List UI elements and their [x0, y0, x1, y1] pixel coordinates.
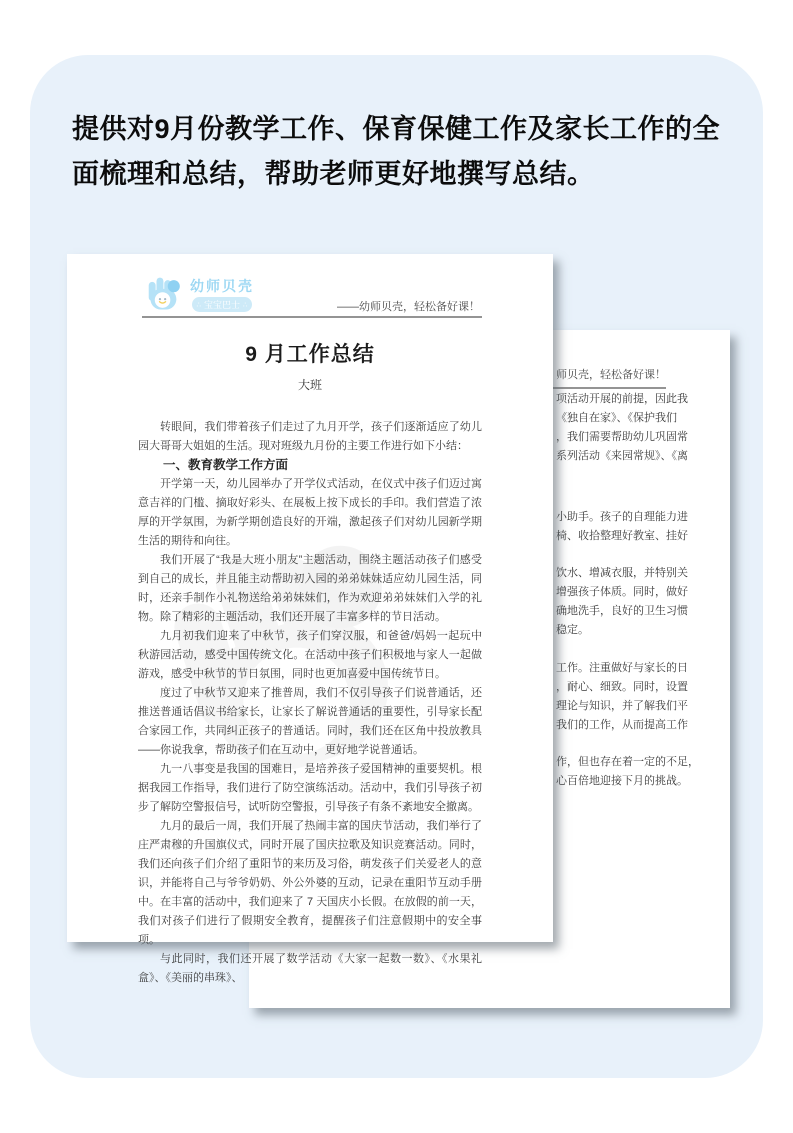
page2-line-fragment: 饮水、增减衣服，并特别关	[556, 567, 688, 579]
badge-dots-icon: ∴	[243, 301, 248, 309]
page2-line-fragment: 理论与知识，并了解我们平	[556, 700, 688, 712]
badge-dots-icon: ∴	[196, 301, 201, 309]
front-body	[138, 418, 482, 988]
badge-label: 宝宝巴士	[203, 300, 240, 310]
paragraph: 开学第一天，幼儿园举办了开学仪式活动，在仪式中孩子们迈过寓意吉祥的门槛、摘取好彩头、在展板上按下成长的手印。我们营造了浓厚的开学氛围，为新学期创造良好的开端，激起孩子们对幼儿园新学期生活的期待和向往。	[138, 478, 482, 547]
paragraph: 九月初我们迎来了中秋节，孩子们穿汉服，和爸爸/妈妈一起玩中秋游园活动，感受中国传统文化。在活动中孩子们积极地与家人一起做游戏，感受中秋节的节日氛围，同时也更加喜爱中国传统节日。	[138, 630, 482, 680]
brand-name: 幼师贝壳	[190, 278, 254, 294]
page2-line-fragment: 小助手。孩子的自理能力进	[556, 511, 688, 523]
page2-line-fragment: 作，但也存在着一定的不足，	[556, 756, 699, 768]
page2-line-fragment: 确地洗手，良好的卫生习惯	[556, 605, 688, 617]
paragraph: 度过了中秋节又迎来了推普周，我们不仅引导孩子们说普通话，还推送普通话倡议书给家长，让家长了解说普通话的重要性，引导家长配合家园工作，共同纠正孩子的普通话。同时，我们还在区角中投放教具——你说我拿，帮助孩子们在互动中，更好地学说普通话。	[138, 687, 482, 756]
page1-tagline: ——幼师贝壳，轻松备好课！	[337, 301, 480, 313]
page2-line-fragment: 增强孩子体质。同时，做好	[556, 586, 688, 598]
page2-tagline-fragment: 师贝壳，轻松备好课！	[556, 369, 666, 381]
document-subtitle: 大班	[297, 378, 322, 392]
hero-card	[30, 55, 763, 1078]
page2-line-fragment: 工作。注重做好与家长的日	[556, 662, 688, 674]
paragraph: 转眼间，我们带着孩子们走过了九月开学，孩子们逐渐适应了幼儿园大哥哥大姐姐的生活。现对班级九月份的主要工作进行如下小结：	[138, 421, 482, 452]
paragraph: 我们开展了“我是大班小朋友”主题活动，围绕主题活动孩子们感受到自己的成长，并且能主动帮助初入园的弟弟妹妹适应幼儿园生活，同时，还亲手制作小礼物送给弟弟妹妹们，作为欢迎弟弟妹妹们入学的礼物。除了精彩的主题活动，我们还开展了丰富多样的节日活动。	[138, 554, 482, 623]
document-page-1	[67, 254, 553, 984]
page2-line-fragment: 系列活动《来园常规》、《离	[556, 450, 688, 462]
paragraph: 与此同时，我们还开展了数学活动《大家一起数一数》、《水果礼盒》、《美丽的串珠》、	[138, 953, 482, 984]
page2-line-fragment: ，耐心、细致。同时，设置	[556, 681, 688, 693]
brand-badge	[192, 297, 253, 312]
paragraph: 九一八事变是我国的国难日，是培养孩子爱国精神的重要契机。根据我园工作指导，我们进行了防空演练活动。活动中，我们引导孩子初步了解防空警报信号，试听防空警报，引导孩子有条不紊地安全撤离。	[138, 763, 482, 813]
page2-line-fragment: 我们的工作，从而提高工作	[556, 719, 688, 731]
page2-line-fragment: 项活动开展的前提，因此我	[556, 393, 688, 405]
page2-line-fragment: 椅、收拾整理好教室、挂好	[556, 530, 688, 542]
hand-smiley-logo-icon	[147, 275, 185, 313]
page2-line-fragment: 稳定。	[556, 624, 589, 636]
document-title: 9 月工作总结	[245, 343, 375, 366]
headline: 提供对9月份教学工作、保育保健工作及家长工作的全面梳理和总结，帮助老师更好地撰写总结。	[72, 114, 721, 189]
page2-line-fragment: 心百倍地迎接下月的挑战。	[556, 775, 688, 787]
page2-line-fragment: 《独自在家》、《保护我们	[556, 412, 677, 424]
page2-line-fragment: ，我们需要帮助幼儿巩固常	[556, 431, 688, 443]
paragraph: 九月的最后一周，我们开展了热闹丰富的国庆节活动，我们举行了庄严肃穆的升国旗仪式，同时开展了国庆拉歌及知识竞赛活动。同时，我们还向孩子们介绍了重阳节的来历及习俗，萌发孩子们关爱老人的意识，并能将自己与爷爷奶奶、外公外婆的互动，记录在重阳节互动手册中。在丰富的活动中，我们迎来了 7 天国庆小长假。在放假的前一天，我们对孩子们进行了假期安全教育，提醒孩子们注意假期中的安全事项。	[138, 820, 482, 946]
brand-logo	[147, 275, 254, 313]
page1-header-rule	[142, 316, 482, 318]
section-heading: 一、教育教学工作方面	[163, 458, 289, 472]
